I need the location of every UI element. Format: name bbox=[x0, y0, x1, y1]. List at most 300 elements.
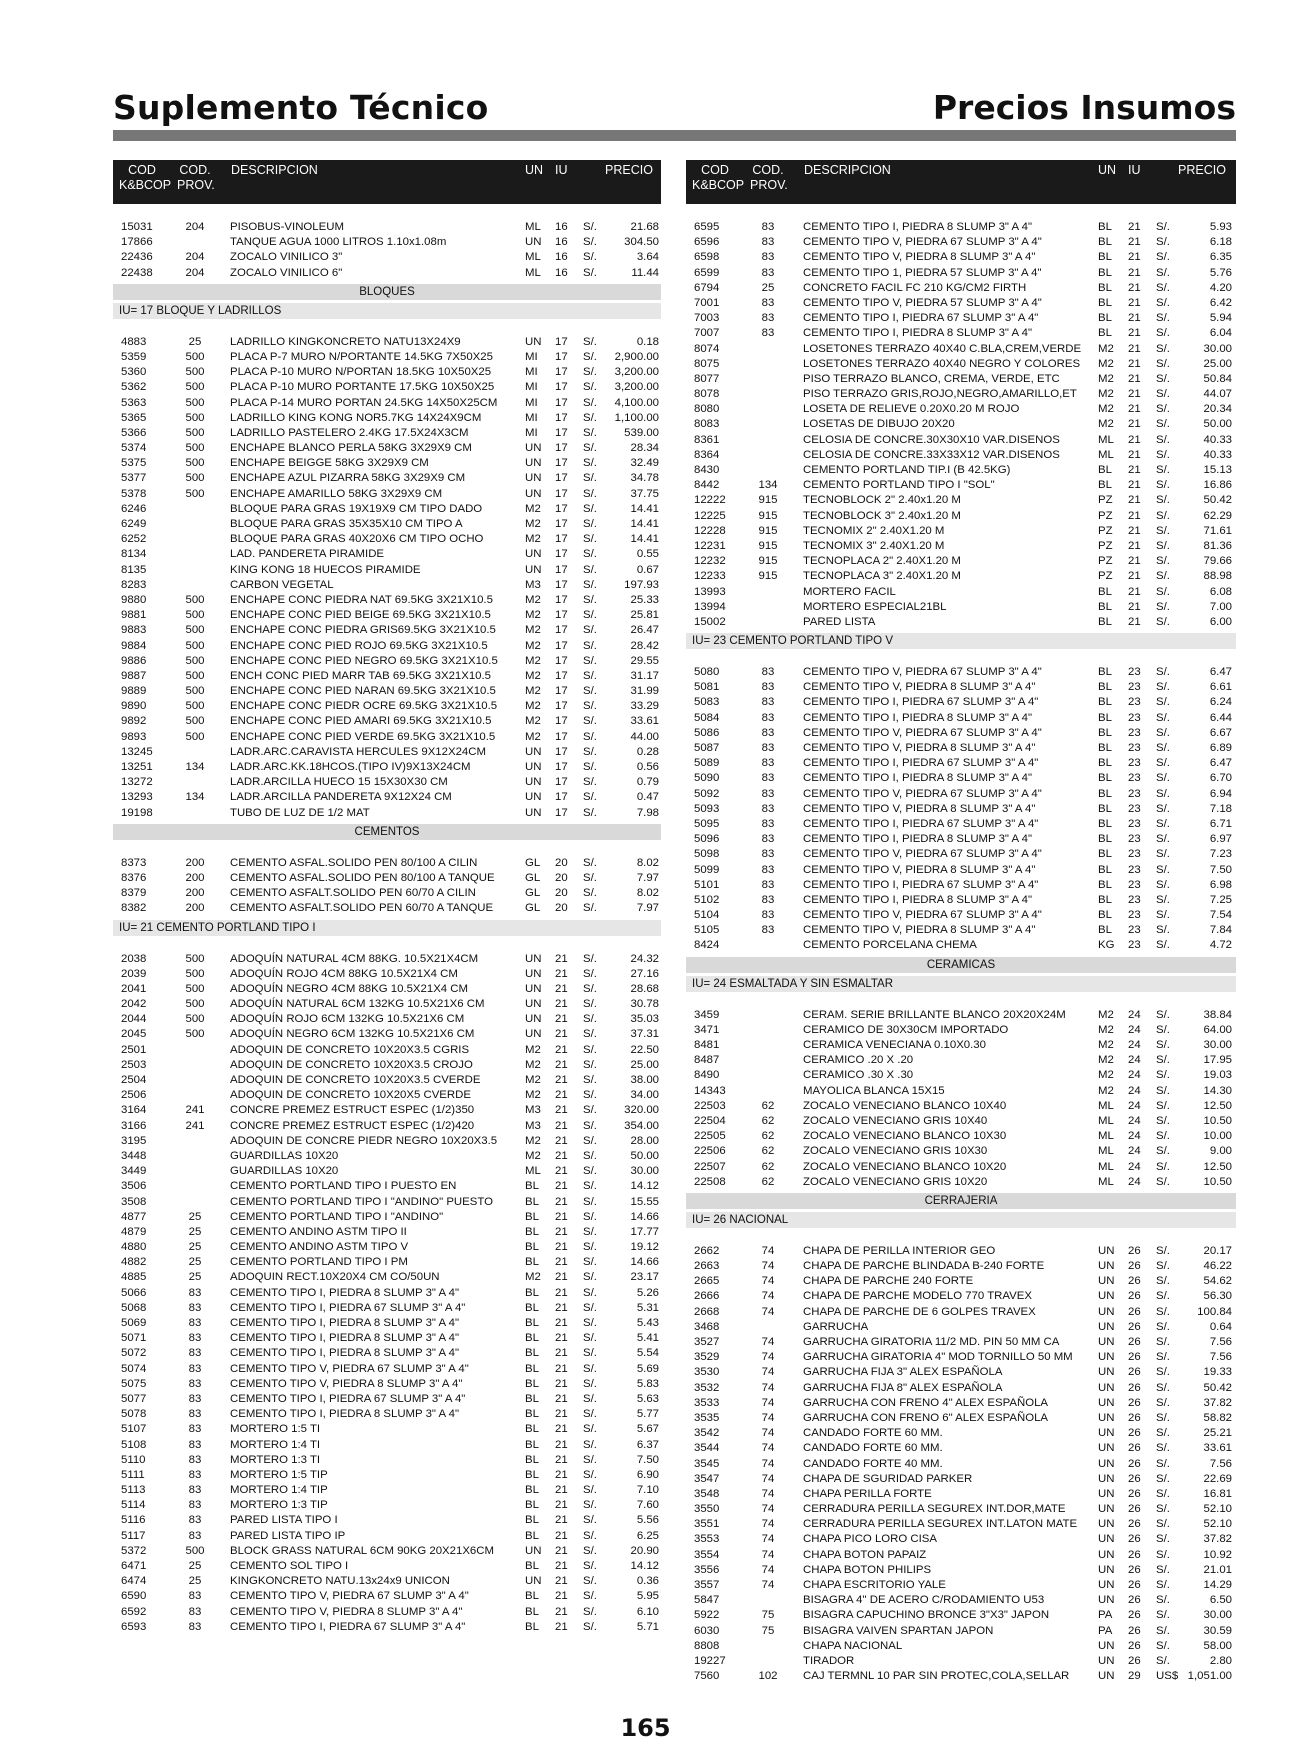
cell-cod: 3529 bbox=[694, 1351, 720, 1364]
cell-un: UN bbox=[1098, 1654, 1115, 1667]
cell-prov: 500 bbox=[185, 700, 205, 713]
cell-cod: 5077 bbox=[121, 1392, 147, 1405]
table-header bbox=[113, 160, 661, 204]
cell-iu: 24 bbox=[1128, 1099, 1141, 1112]
table-row bbox=[686, 357, 1236, 372]
cell-currency: S/. bbox=[583, 502, 597, 515]
cell-iu: 21 bbox=[1128, 464, 1141, 476]
cell-un: MI bbox=[525, 426, 538, 439]
cell-iu: 26 bbox=[1128, 1563, 1141, 1576]
cell-currency: S/. bbox=[583, 426, 597, 439]
cell-prov: 500 bbox=[185, 669, 205, 682]
table-row bbox=[686, 1411, 1236, 1426]
cell-prov: 74 bbox=[761, 1351, 775, 1364]
table-row bbox=[686, 1548, 1236, 1563]
cell-desc: ADOQUÍN NATURAL 4CM 88KG. 10.5X21X4CM bbox=[230, 952, 479, 965]
cell-iu: 17 bbox=[555, 776, 568, 789]
cell-currency: S/. bbox=[583, 442, 597, 455]
cell-cod: 3545 bbox=[694, 1457, 720, 1470]
cell-price: 7.23 bbox=[1209, 848, 1232, 861]
cell-un: UN bbox=[525, 335, 542, 348]
cell-cod: 14343 bbox=[694, 1084, 726, 1097]
cell-price: 6.37 bbox=[636, 1438, 659, 1451]
cell-prov: 500 bbox=[185, 472, 205, 485]
cell-cod: 3533 bbox=[694, 1396, 720, 1409]
cell-currency: S/. bbox=[583, 533, 597, 546]
cell-iu: 23 bbox=[1128, 878, 1141, 891]
cell-desc: ENCHAPE AZUL PIZARRA 58KG 3X29X9 CM bbox=[230, 472, 466, 485]
cell-prov: 500 bbox=[185, 654, 205, 667]
spacer bbox=[113, 936, 661, 952]
cell-un: M2 bbox=[1098, 1084, 1114, 1097]
cell-desc: GARRUCHA FIJA 3" ALEX ESPAÑOLA bbox=[803, 1366, 1003, 1379]
table-row bbox=[113, 1240, 661, 1255]
table-row bbox=[686, 1426, 1236, 1441]
cell-un: BL bbox=[1098, 787, 1112, 800]
cell-cod: 2504 bbox=[121, 1074, 147, 1086]
cell-un: BL bbox=[525, 1225, 539, 1238]
cell-iu: 21 bbox=[555, 1058, 568, 1071]
cell-currency: S/. bbox=[583, 887, 597, 900]
table-header bbox=[686, 160, 1236, 204]
cell-iu: 17 bbox=[555, 715, 568, 728]
cell-currency: S/. bbox=[1156, 357, 1170, 370]
cell-currency: S/. bbox=[583, 1575, 597, 1588]
table-row bbox=[113, 1362, 661, 1377]
cell-desc: TECNOBLOCK 3" 2.40x1.20 M bbox=[803, 509, 961, 522]
cell-un: PZ bbox=[1098, 539, 1113, 552]
cell-currency: S/. bbox=[583, 1499, 597, 1512]
cell-currency: S/. bbox=[583, 411, 597, 424]
cell-currency: S/. bbox=[583, 487, 597, 500]
table-row bbox=[113, 699, 661, 714]
cell-iu: 17 bbox=[555, 791, 568, 804]
cell-cod: 13272 bbox=[121, 776, 153, 789]
cell-un: BL bbox=[525, 1286, 539, 1299]
cell-currency: S/. bbox=[1156, 1503, 1170, 1516]
cell-cod: 5110 bbox=[121, 1453, 146, 1466]
cell-price: 25.81 bbox=[630, 609, 659, 622]
cell-desc: CERAMICO .20 X .20 bbox=[803, 1054, 914, 1067]
cell-cod: 22504 bbox=[694, 1114, 726, 1127]
cell-currency: S/. bbox=[1156, 524, 1170, 537]
cell-currency: S/. bbox=[1156, 1366, 1170, 1379]
cell-iu: 21 bbox=[1128, 433, 1141, 446]
cell-price: 50.00 bbox=[630, 1149, 659, 1162]
table-row bbox=[113, 532, 661, 547]
table-row bbox=[113, 1422, 661, 1437]
cell-desc: CEMENTO TIPO V, PIEDRA 67 SLUMP 3" A 4" bbox=[803, 848, 1042, 861]
cell-cod: 5084 bbox=[694, 711, 720, 724]
cell-price: 9.00 bbox=[1209, 1145, 1232, 1158]
cell-prov: 83 bbox=[761, 266, 775, 279]
cell-cod: 5101 bbox=[694, 878, 720, 891]
cell-price: 64.00 bbox=[1203, 1023, 1232, 1036]
cell-un: BL bbox=[1098, 878, 1112, 891]
cell-un: BL bbox=[1098, 681, 1112, 694]
cell-currency: S/. bbox=[1156, 1351, 1170, 1364]
cell-un: UN bbox=[525, 457, 542, 470]
cell-price: 7.98 bbox=[636, 806, 659, 819]
cell-currency: S/. bbox=[1156, 1290, 1170, 1303]
table-row bbox=[686, 1517, 1236, 1532]
cell-iu: 21 bbox=[555, 982, 568, 995]
cell-price: 30.78 bbox=[630, 998, 659, 1011]
cell-prov: 62 bbox=[761, 1175, 775, 1188]
cell-desc: ENCHAPE BLANCO PERLA 58KG 3X29X9 CM bbox=[230, 442, 472, 455]
cell-cod: 3553 bbox=[694, 1533, 720, 1546]
cell-price: 5.67 bbox=[636, 1423, 659, 1436]
spacer bbox=[686, 992, 1236, 1008]
table-body bbox=[113, 204, 661, 1635]
cell-desc: TANQUE AGUA 1000 LITROS 1.10x1.08m bbox=[230, 236, 447, 249]
cell-prov: 83 bbox=[188, 1301, 202, 1314]
cell-price: 15.13 bbox=[1203, 464, 1232, 476]
cell-iu: 21 bbox=[1128, 479, 1141, 492]
cell-price: 8.02 bbox=[636, 887, 659, 900]
cell-prov: 83 bbox=[761, 817, 775, 830]
cell-prov: 25 bbox=[188, 1560, 202, 1572]
cell-un: UN bbox=[525, 761, 542, 773]
cell-cod: 5093 bbox=[694, 802, 720, 815]
cell-iu: 21 bbox=[555, 1028, 568, 1041]
cell-iu: 23 bbox=[1128, 757, 1141, 770]
cell-desc: CARBON VEGETAL bbox=[230, 578, 334, 591]
cell-cod: 5113 bbox=[121, 1484, 146, 1497]
cell-un: BL bbox=[1098, 666, 1112, 679]
cell-price: 6.98 bbox=[1209, 878, 1232, 891]
cell-un: M3 bbox=[525, 578, 541, 591]
cell-cod: 5086 bbox=[694, 726, 720, 739]
cell-prov: 74 bbox=[761, 1579, 775, 1591]
cell-currency: S/. bbox=[583, 1043, 597, 1056]
cell-un: UN bbox=[525, 1013, 542, 1026]
cell-price: 0.47 bbox=[636, 791, 659, 804]
cell-currency: S/. bbox=[583, 578, 597, 591]
cell-currency: S/. bbox=[1156, 1130, 1170, 1143]
cell-currency: S/. bbox=[583, 685, 597, 698]
cell-currency: S/. bbox=[1156, 1579, 1170, 1591]
cell-prov: 25 bbox=[761, 281, 775, 294]
cell-desc: ZOCALO VENECIANO BLANCO 10X20 bbox=[803, 1160, 1007, 1173]
table-row bbox=[113, 426, 661, 441]
cell-price: 31.17 bbox=[630, 669, 659, 682]
cell-un: M3 bbox=[525, 1104, 541, 1117]
cell-currency: S/. bbox=[1156, 1411, 1170, 1424]
cell-currency: S/. bbox=[583, 221, 597, 233]
cell-prov: 62 bbox=[761, 1099, 775, 1112]
cell-price: 0.56 bbox=[636, 761, 659, 773]
table-row bbox=[686, 1305, 1236, 1320]
cell-prov: 74 bbox=[761, 1366, 775, 1379]
cell-prov: 83 bbox=[188, 1332, 202, 1345]
cell-un: M3 bbox=[525, 1119, 541, 1132]
cell-iu: 26 bbox=[1128, 1366, 1141, 1379]
cell-currency: S/. bbox=[1156, 509, 1170, 522]
cell-price: 5.94 bbox=[1209, 312, 1232, 325]
cell-iu: 26 bbox=[1128, 1320, 1141, 1333]
table-row bbox=[113, 871, 661, 886]
cell-currency: S/. bbox=[1156, 893, 1170, 906]
cell-iu: 26 bbox=[1128, 1503, 1141, 1516]
table-row bbox=[113, 578, 661, 593]
cell-prov: 74 bbox=[761, 1305, 775, 1318]
cell-price: 40.33 bbox=[1203, 433, 1232, 446]
cell-un: M2 bbox=[525, 654, 541, 667]
cell-price: 5.93 bbox=[1209, 221, 1232, 233]
cell-un: ML bbox=[1098, 448, 1114, 461]
cell-currency: S/. bbox=[1156, 1457, 1170, 1470]
cell-cod: 17866 bbox=[121, 236, 153, 249]
cell-cod: 5372 bbox=[121, 1544, 147, 1557]
cell-iu: 21 bbox=[555, 1271, 568, 1284]
cell-desc: CEMENTO ANDINO ASTM TIPO V bbox=[230, 1241, 409, 1254]
cell-price: 6.50 bbox=[1209, 1594, 1232, 1607]
cell-desc: ENCHAPE CONC PIED VERDE 69.5KG 3X21X10.5 bbox=[230, 730, 496, 743]
cell-iu: 21 bbox=[555, 1210, 568, 1223]
cell-desc: ADOQUÍN NATURAL 6CM 132KG 10.5X21X6 CM bbox=[230, 998, 485, 1011]
cell-price: 7.18 bbox=[1209, 802, 1232, 815]
header-iu: IU bbox=[555, 163, 568, 177]
cell-price: 6.42 bbox=[1209, 296, 1232, 309]
cell-currency: S/. bbox=[583, 1408, 597, 1421]
table-row bbox=[686, 1175, 1236, 1190]
table-row bbox=[686, 585, 1236, 600]
cell-prov: 500 bbox=[185, 1013, 205, 1026]
cell-un: ML bbox=[1098, 433, 1114, 446]
cell-price: 38.84 bbox=[1203, 1008, 1232, 1021]
table-row bbox=[686, 1578, 1236, 1593]
cell-prov: 83 bbox=[761, 296, 775, 309]
cell-iu: 17 bbox=[555, 548, 568, 561]
cell-iu: 23 bbox=[1128, 787, 1141, 800]
cell-currency: S/. bbox=[583, 381, 597, 394]
cell-un: UN bbox=[1098, 1503, 1115, 1516]
cell-iu: 21 bbox=[555, 1347, 568, 1360]
header-desc: DESCRIPCION bbox=[231, 163, 318, 177]
cell-prov: 74 bbox=[761, 1381, 775, 1394]
table-row bbox=[686, 524, 1236, 539]
cell-prov: 500 bbox=[185, 366, 205, 379]
cell-desc: CEMENTO ASFAL.SOLIDO PEN 80/100 A TANQUE bbox=[230, 871, 495, 884]
cell-iu: 17 bbox=[555, 350, 568, 363]
cell-iu: 20 bbox=[555, 902, 568, 915]
cell-currency: S/. bbox=[1156, 787, 1170, 800]
cell-un: UN bbox=[525, 952, 542, 965]
cell-cod: 8283 bbox=[121, 578, 147, 591]
table-row bbox=[113, 1483, 661, 1498]
cell-currency: S/. bbox=[1156, 1533, 1170, 1546]
cell-cod: 5099 bbox=[694, 863, 720, 876]
cell-un: BL bbox=[525, 1377, 539, 1390]
cell-desc: ENCHAPE CONC PIED NEGRO 69.5KG 3X21X10.5 bbox=[230, 654, 498, 667]
cell-prov: 75 bbox=[761, 1624, 775, 1637]
cell-desc: TUBO DE LUZ DE 1/2 MAT bbox=[230, 806, 370, 819]
cell-desc: ENCHAPE CONC PIEDRA GRIS69.5KG 3X21X10.5 bbox=[230, 624, 496, 637]
table-row bbox=[686, 665, 1236, 680]
cell-iu: 21 bbox=[1128, 372, 1141, 385]
cell-currency: S/. bbox=[583, 1013, 597, 1026]
cell-price: 14.30 bbox=[1203, 1084, 1232, 1097]
cell-iu: 23 bbox=[1128, 817, 1141, 830]
cell-price: 5.26 bbox=[636, 1286, 659, 1299]
cell-cod: 5359 bbox=[121, 350, 147, 363]
cell-iu: 21 bbox=[1128, 403, 1141, 416]
cell-un: GL bbox=[525, 887, 541, 900]
cell-currency: S/. bbox=[583, 396, 597, 409]
table-row bbox=[686, 1608, 1236, 1623]
cell-cod: 9880 bbox=[121, 593, 147, 606]
cell-desc: CEMENTO TIPO V, PIEDRA 67 SLUMP 3" A 4" bbox=[803, 787, 1042, 800]
cell-iu: 26 bbox=[1128, 1290, 1141, 1303]
cell-un: UN bbox=[525, 472, 542, 485]
cell-cod: 5081 bbox=[694, 681, 720, 694]
cell-iu: 24 bbox=[1128, 1114, 1141, 1127]
cell-iu: 24 bbox=[1128, 1023, 1141, 1036]
cell-price: 17.95 bbox=[1203, 1054, 1232, 1067]
cell-cod: 8135 bbox=[121, 563, 147, 576]
cell-un: GL bbox=[525, 902, 541, 915]
cell-desc: CEMENTO TIPO I, PIEDRA 67 SLUMP 3" A 4" bbox=[803, 757, 1039, 770]
cell-prov: 83 bbox=[761, 221, 775, 233]
cell-currency: S/. bbox=[1156, 833, 1170, 846]
cell-price: 50.00 bbox=[1203, 418, 1232, 431]
cell-prov: 500 bbox=[185, 685, 205, 698]
cell-un: M2 bbox=[525, 1058, 541, 1071]
table-row bbox=[113, 1620, 661, 1635]
table-row bbox=[113, 1073, 661, 1088]
cell-currency: S/. bbox=[583, 902, 597, 915]
cell-desc: CONCRE PREMEZ ESTRUCT ESPEC (1/2)350 bbox=[230, 1104, 475, 1117]
table-row bbox=[686, 1593, 1236, 1608]
spacer bbox=[686, 1228, 1236, 1244]
cell-iu: 17 bbox=[555, 593, 568, 606]
cell-cod: 15002 bbox=[694, 615, 726, 628]
table-row bbox=[113, 456, 661, 471]
table-row bbox=[686, 296, 1236, 311]
cell-price: 10.50 bbox=[1203, 1114, 1232, 1127]
cell-iu: 20 bbox=[555, 856, 568, 869]
cell-prov: 83 bbox=[761, 711, 775, 724]
cell-un: UN bbox=[1098, 1290, 1115, 1303]
table-row bbox=[113, 997, 661, 1012]
cell-price: 31.99 bbox=[630, 685, 659, 698]
header-desc: DESCRIPCION bbox=[804, 163, 891, 177]
cell-cod: 2039 bbox=[121, 967, 147, 980]
cell-iu: 23 bbox=[1128, 681, 1141, 694]
table-row bbox=[113, 1164, 661, 1179]
cell-price: 5.95 bbox=[636, 1590, 659, 1603]
cell-prov: 200 bbox=[185, 871, 205, 884]
cell-currency: S/. bbox=[1156, 600, 1170, 613]
cell-cod: 3554 bbox=[694, 1548, 720, 1561]
cell-desc: MORTERO 1:3 TIP bbox=[230, 1499, 328, 1512]
cell-price: 7.10 bbox=[636, 1484, 659, 1497]
cell-iu: 20 bbox=[555, 887, 568, 900]
cell-currency: S/. bbox=[583, 1468, 597, 1481]
cell-currency: S/. bbox=[583, 335, 597, 348]
cell-un: BL bbox=[1098, 479, 1112, 492]
cell-price: 30.00 bbox=[1203, 1609, 1232, 1622]
cell-prov: 83 bbox=[188, 1438, 202, 1451]
cell-price: 32.49 bbox=[630, 457, 659, 470]
cell-desc: CEMENTO TIPO V, PIEDRA 67 SLUMP 3" A 4" bbox=[230, 1362, 469, 1375]
table-row bbox=[686, 600, 1236, 615]
cell-cod: 6598 bbox=[694, 251, 720, 264]
cell-price: 44.00 bbox=[630, 730, 659, 743]
cell-iu: 23 bbox=[1128, 742, 1141, 754]
cell-price: 0.18 bbox=[636, 335, 659, 348]
cell-currency: S/. bbox=[583, 593, 597, 606]
cell-iu: 21 bbox=[1128, 570, 1141, 583]
cell-un: UN bbox=[525, 776, 542, 789]
cell-currency: S/. bbox=[1156, 1084, 1170, 1097]
cell-desc: CEMENTO TIPO V, PIEDRA 67 SLUMP 3" A 4" bbox=[230, 1590, 469, 1603]
cell-cod: 5378 bbox=[121, 487, 147, 500]
table-row bbox=[113, 1027, 661, 1042]
cell-desc: CHAPA NACIONAL bbox=[803, 1639, 903, 1652]
cell-prov: 204 bbox=[185, 221, 205, 233]
cell-price: 25.00 bbox=[1203, 357, 1232, 370]
cell-price: 8.02 bbox=[636, 856, 659, 869]
cell-currency: S/. bbox=[1156, 1114, 1170, 1127]
cell-desc: PLACA P-10 MURO PORTANTE 17.5KG 10X50X25 bbox=[230, 381, 495, 394]
cell-desc: CEMENTO ANDINO ASTM TIPO II bbox=[230, 1225, 407, 1238]
cell-currency: S/. bbox=[583, 1438, 597, 1451]
cell-desc: CEMENTO TIPO V, PIEDRA 8 SLUMP 3" A 4" bbox=[803, 802, 1036, 815]
cell-desc: ENCHAPE CONC PIED ROJO 69.5KG 3X21X10.5 bbox=[230, 639, 488, 652]
cell-prov: 83 bbox=[761, 848, 775, 861]
cell-prov: 83 bbox=[761, 757, 775, 770]
cell-currency: S/. bbox=[1156, 711, 1170, 724]
cell-price: 28.42 bbox=[630, 639, 659, 652]
cell-prov: 500 bbox=[185, 350, 205, 363]
cell-cod: 5098 bbox=[694, 848, 720, 861]
table-row bbox=[686, 235, 1236, 250]
table-row bbox=[686, 448, 1236, 463]
cell-cod: 12232 bbox=[694, 555, 726, 568]
cell-desc: CEMENTO PORTLAND TIPO I PM bbox=[230, 1256, 408, 1269]
category-heading: CERAMICAS bbox=[686, 957, 1236, 973]
cell-un: ML bbox=[525, 221, 541, 233]
cell-un: BL bbox=[525, 1499, 539, 1512]
table-row bbox=[113, 886, 661, 901]
cell-iu: 21 bbox=[1128, 327, 1141, 340]
cell-cod: 5074 bbox=[121, 1362, 147, 1375]
table-row bbox=[113, 967, 661, 982]
cell-price: 7.50 bbox=[636, 1453, 659, 1466]
cell-price: 2,900.00 bbox=[614, 350, 659, 363]
cell-price: 20.17 bbox=[1203, 1244, 1232, 1257]
cell-currency: S/. bbox=[583, 1620, 597, 1633]
cell-desc: CEMENTO TIPO 1, PIEDRA 57 SLUMP 3" A 4" bbox=[803, 266, 1042, 279]
cell-cod: 8487 bbox=[694, 1054, 720, 1067]
cell-cod: 4882 bbox=[121, 1256, 147, 1269]
cell-price: 40.33 bbox=[1203, 448, 1232, 461]
cell-cod: 8490 bbox=[694, 1069, 720, 1082]
cell-prov: 83 bbox=[188, 1590, 202, 1603]
cell-price: 7.56 bbox=[1209, 1457, 1232, 1470]
cell-cod: 8424 bbox=[694, 939, 720, 952]
cell-price: 7.60 bbox=[636, 1499, 659, 1512]
cell-un: UN bbox=[1098, 1472, 1115, 1485]
cell-price: 34.00 bbox=[630, 1089, 659, 1102]
cell-desc: CEMENTO TIPO I, PIEDRA 67 SLUMP 3" A 4" bbox=[803, 312, 1039, 325]
cell-currency: S/. bbox=[1156, 726, 1170, 739]
cell-currency: S/. bbox=[1156, 479, 1170, 492]
cell-price: 28.68 bbox=[630, 982, 659, 995]
cell-currency: S/. bbox=[583, 1317, 597, 1329]
